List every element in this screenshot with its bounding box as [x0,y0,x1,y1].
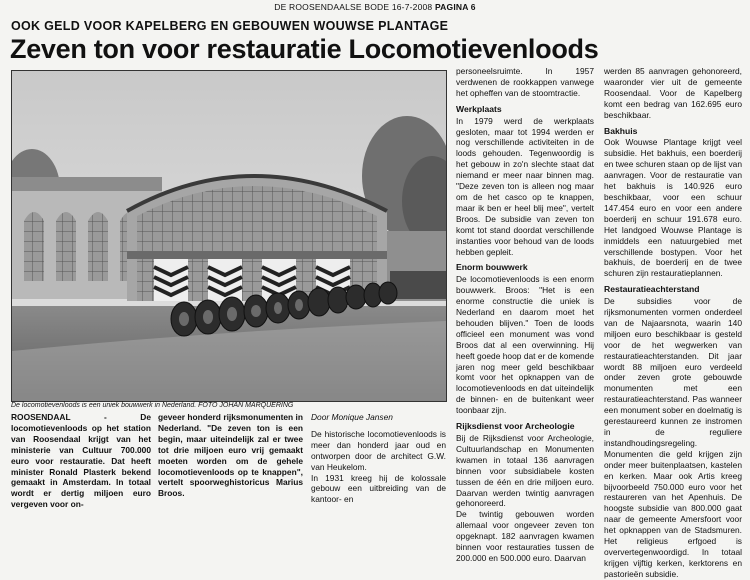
subheading-rijksdienst: Rijksdienst voor Archeologie [456,421,575,432]
byline: Door Monique Jansen [311,412,393,422]
headline: Zeven ton voor restauratie Locomotievenloods [10,34,599,64]
locomotive-shed-photo [11,70,447,402]
body-paragraph: De historische locomotievenloods is meer dan honderd jaar oud en ontworpen door de architect G.W. van Heukelom. [311,428,446,472]
kicker: OOK GELD VOOR KAPELBERG EN GEBOUWEN WOUWSE PLANTAGE [11,19,449,33]
body-paragraph: Ook Wouwse Plantage krijgt veel subsidie. Het bakhuis, een boerderij en twee schuren staan op de lijst van aanvragen. Voor de restauratie van het bakhuis is 140.926 euro beschikbaar, voor een schuur 147.454 euro en voor een andere boerderij en schuur 191.678 euro. Het landgoed Wouwse Plantage is inmiddels een natuurgebied met verschillende bostypen. Voor het bakhuis, de boerderij en de twee schuren zijn restauratieplannen. [604,137,742,279]
body-paragraph: personeelsruimte. In 1957 verdwenen de rookkappen vanwege het opheffen van de stoomtractie. [456,66,594,98]
masthead-date: 16-7-2008 [391,2,433,12]
article-column-5 [604,66,742,580]
photo-caption: De locomotievenloods is een uniek bouwwerk in Nederland. FOTO JOHAN MARQUERING [11,402,294,409]
lead-paragraph-part-2: geveer honderd rijksmonumenten in Nederland. "De zeven ton is een begin, maar uiteindelijk zal er twee tot drie miljoen euro vrij gemaakt moeten worden om de gehele locomotievenloods op te knappen", vertelt spoorweghistoricus Marius Broos. [158,412,303,499]
body-paragraph: In 1979 werd de werkplaats gesloten, maar tot 1994 werden er nog verschillende activiteiten in de loods gehouden. Tegenwoordig is het gebouw in zo'n slechte staat dat niemand er meer naar binnen mag. "Deze zeven ton is alleen nog maar om de het casco op te knappen, maar ik ben er heel blij mee", vertelt Broos. De subsidie van zeven ton komt tot stand doordat verschillende instanties voor behoud van de loods hebben gepleit. [456,115,594,257]
subheading-enorm-bouwwerk: Enorm bouwwerk [456,262,528,273]
masthead-paper: DE ROOSENDAALSE BODE [274,2,390,12]
article-column-1 [11,412,151,510]
body-paragraph: In 1931 kreeg hij de kolossale gebouw een uitbreiding van de kantoor- en [311,472,446,505]
body-paragraph: werden 85 aanvragen gehonoreerd, waaronder vier uit de gemeente Roosendaal. Voor de Kapelberg komt een bedrag van 162.695 euro beschikbaar. [604,66,742,120]
body-paragraph: De locomotievenloods is een enorm bouwwerk. Broos: "Het is een enorme constructie die uniek is Nederland en daarom moet het behouden blijven." Toen de loods officieel een monument was vond Broos dat al een overwinning. Hij heeft goede hoop dat er de komende jaren nog meer geld beschikbaar komt voor het opknappen van de locomotievenloods en dat uiteindelijk de binnen- en de buitenkant weer toonbaar zijn. [456,274,594,416]
body-paragraph: Bij de Rijksdienst voor Archeologie, Cultuurlandschap en Monumenten kwamen in totaal 136 aanvragen binnen voor subsidiabele kosten tussen de één en drie miljoen euro. Daarvan werden twintig aanvragen gehonoreerd. [456,433,594,509]
article-column-2 [158,412,303,499]
masthead [0,0,750,14]
subheading-restauratieachterstand: Restauratieachterstand [604,284,700,295]
subheading-werkplaats: Werkplaats [456,103,502,114]
body-paragraph: De subsidies voor de rijksmonumenten vormen onderdeel van de Najaarsnota, waarin 140 miljoen euro beschikbaar is gesteld voor de het wegwerken van restauratieachterstanden. Dit jaar wordt 88 miljoen euro verdeeld onder zeven grote gebouwde monumenten met een restauratieachterstand. Pas wanneer een monument sober en doelmatig is gerestaureerd kunnen ze instromen in de reguliere instandhoudingsregeling. Monumenten die geld krijgen zijn onder meer buitenplaatsen, kastelen en kerken. Maar ook Artis kreeg bijvoorbeeld 750.000 euro voor het restaureren van het Apenhuis. De hoogste subsidie van 800.000 gaat naar de gemeente Amersfoort voor het opknappen van de Stadsmuren. Het religieus erfgoed is oververtegenwoordigd. In totaal krijgen vijftig kerken, kerktorens en pastorieën subsidie. [604,296,742,579]
body-paragraph: De twintig gebouwen worden allemaal voor ongeveer zeven ton opgeknapt. 182 aanvragen kwamen binnen voor restauraties tussen de 200.000 en 500.000 euro. Daarvan [456,509,594,563]
masthead-page: PAGINA 6 [434,2,476,12]
article-column-3 [311,412,446,505]
article-column-4 [456,66,594,564]
lead-paragraph-part-1: ROOSENDAAL - De locomotievenloods op het station van Roosendaal krijgt van het ministerie van Cultuur 700.000 euro voor restauratie. Dat heeft minister Ronald Plasterk bekend gemaakt in Amsterdam. In totaal wordt er dertig miljoen euro vergeven voor on- [11,412,151,510]
subheading-bakhuis: Bakhuis [604,125,638,136]
